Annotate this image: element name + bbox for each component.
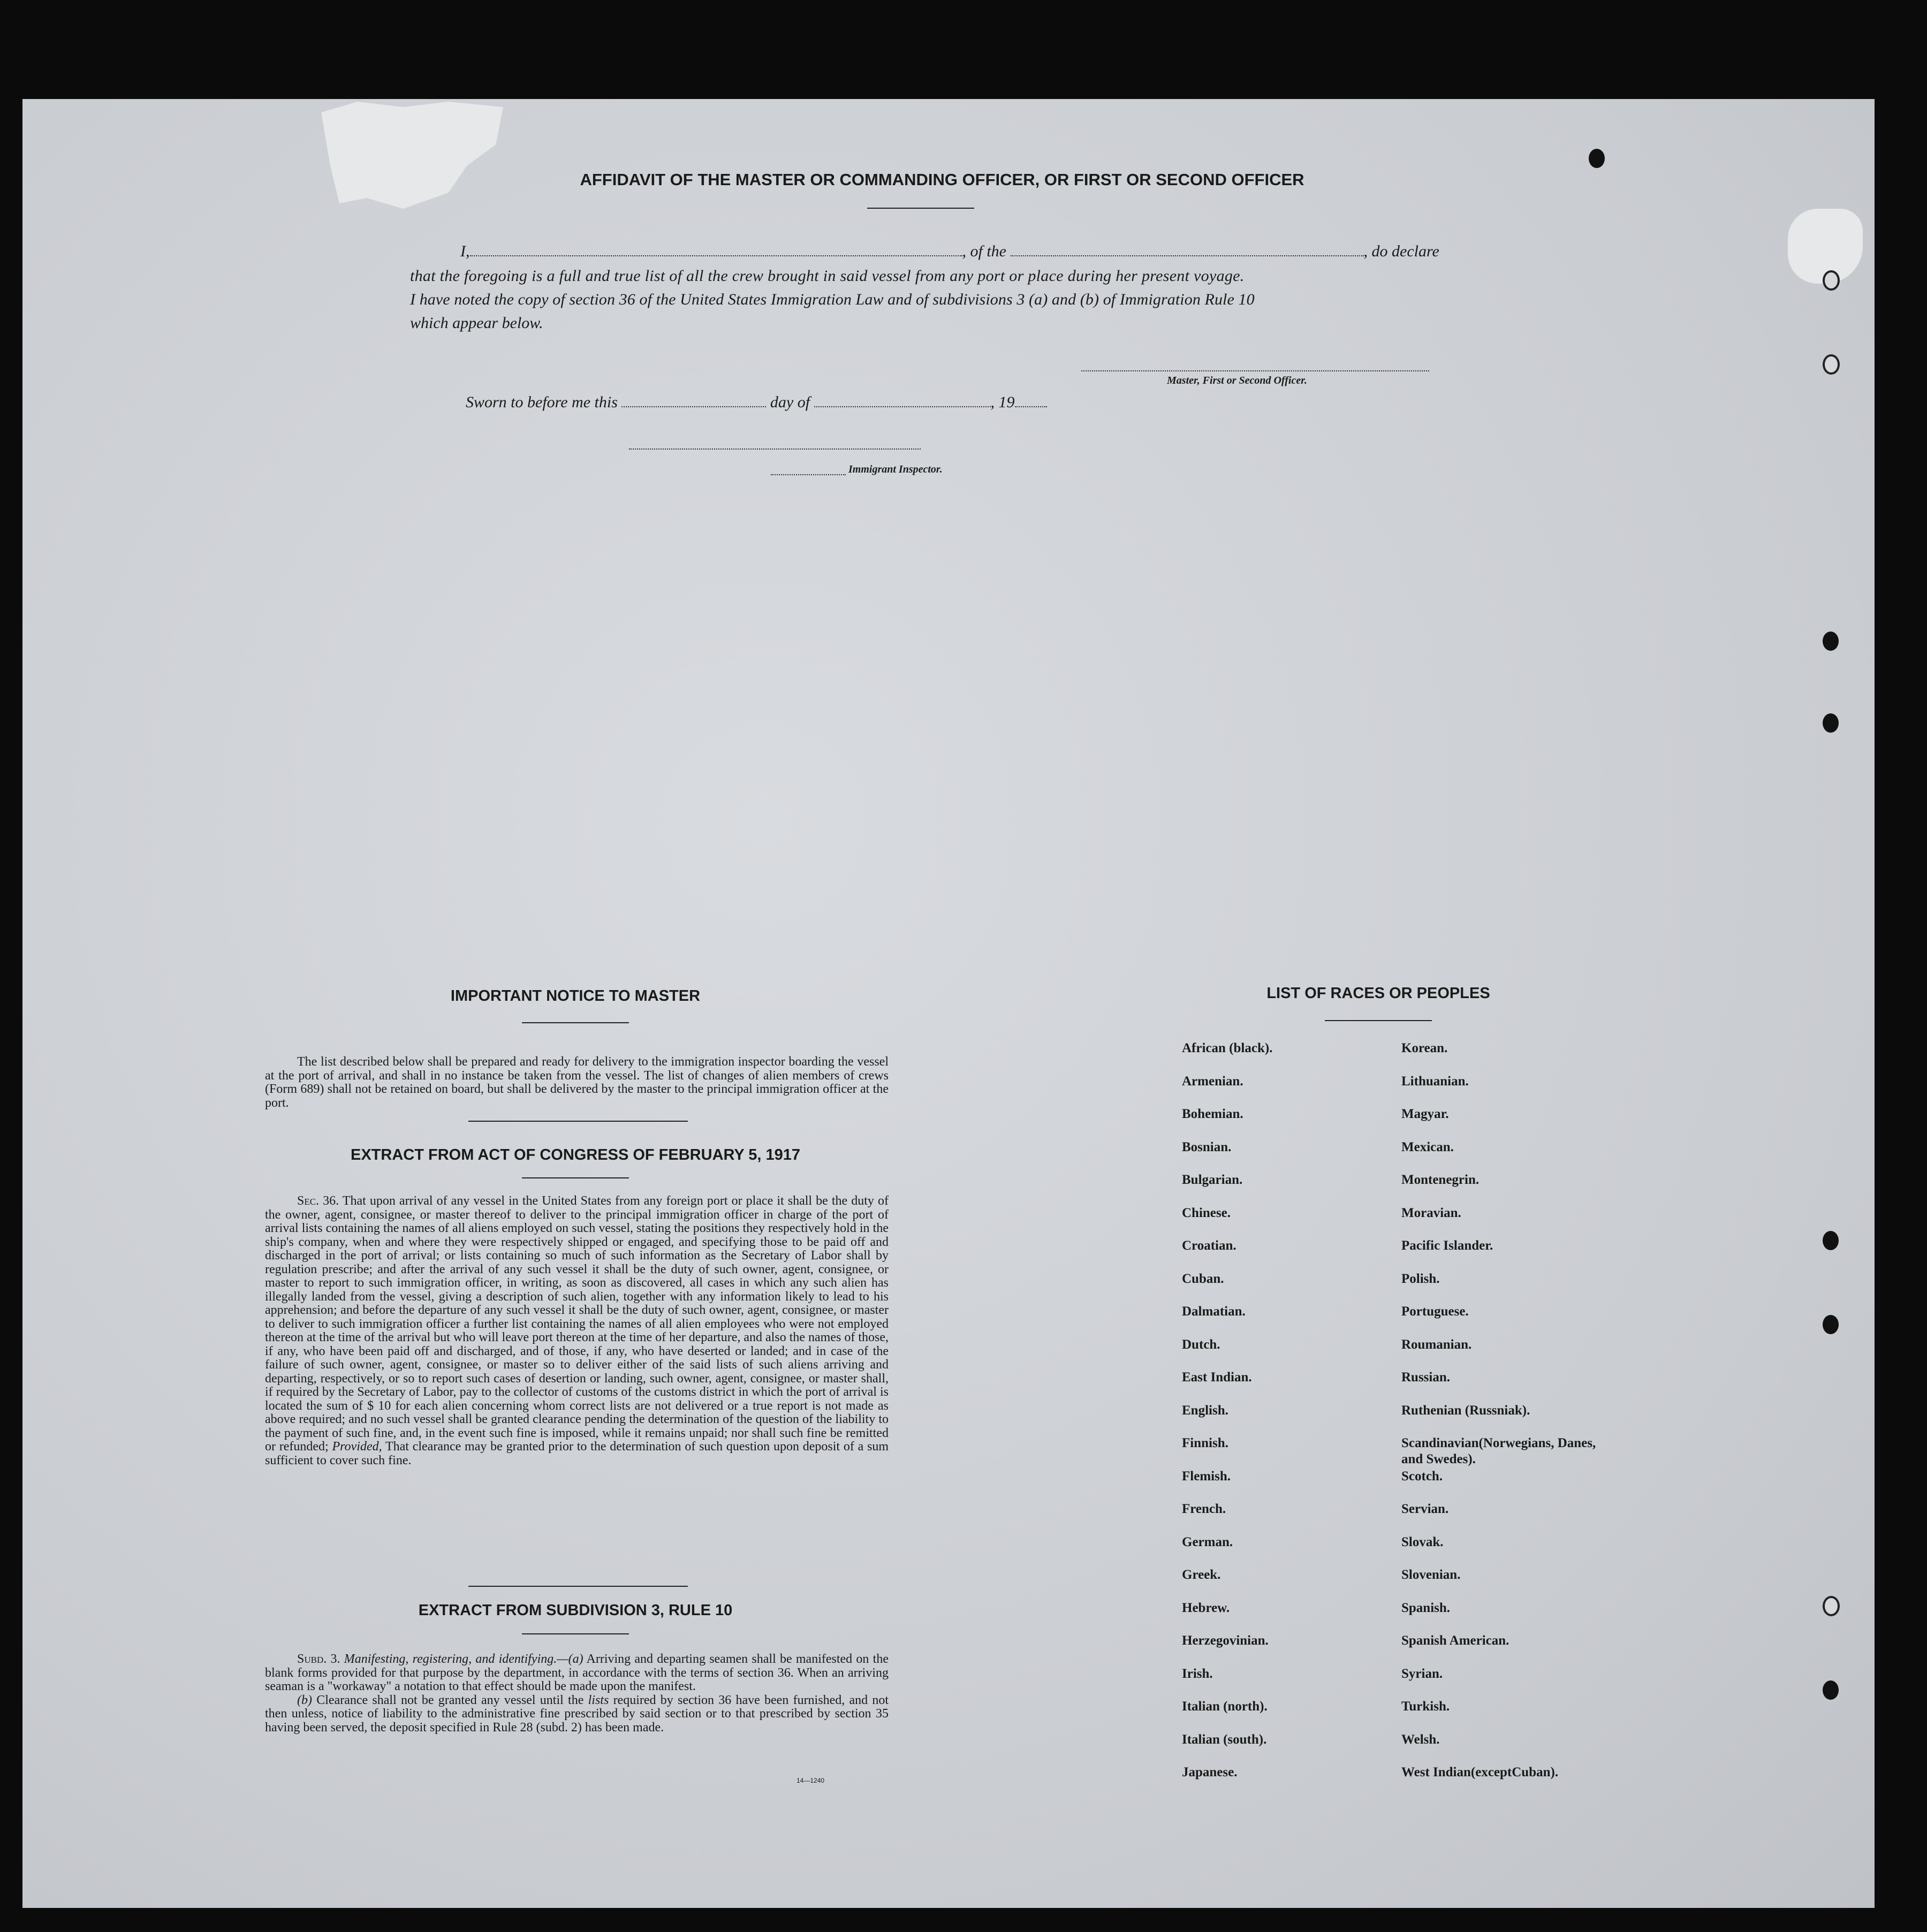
inspector-dotted-line	[771, 474, 846, 475]
inspector-signature-line	[629, 448, 921, 450]
race-item: Ruthenian (Russniak).	[1401, 1403, 1530, 1418]
affidavit-title: AFFIDAVIT OF THE MASTER OR COMMANDING OFFICER, OR FIRST OR SECOND OFFICER	[580, 170, 1304, 189]
race-item: Lithuanian.	[1401, 1074, 1469, 1089]
act-title: EXTRACT FROM ACT OF CONGRESS OF FEBRUARY 5, 1917	[350, 1146, 801, 1163]
race-item: Moravian.	[1401, 1205, 1461, 1220]
race-item: Magyar.	[1401, 1107, 1449, 1121]
subd-heading: Manifesting, registering, and identifying.—(a)	[344, 1652, 583, 1666]
race-item: Italian (north).	[1182, 1699, 1268, 1714]
race-item: Syrian.	[1401, 1666, 1443, 1681]
subd-label: Subd. 3.	[297, 1652, 340, 1666]
race-item: Dalmatian.	[1182, 1304, 1246, 1319]
race-item: Dutch.	[1182, 1337, 1220, 1352]
race-item: Pacific Islander.	[1401, 1238, 1493, 1253]
race-item: Spanish.	[1401, 1600, 1451, 1615]
race-item: Polish.	[1401, 1271, 1440, 1286]
punch-hole	[1823, 1231, 1839, 1250]
notice-rule	[522, 1022, 629, 1023]
race-item: Flemish.	[1182, 1469, 1231, 1484]
lists-word: lists	[588, 1693, 609, 1707]
rule-rule	[522, 1633, 629, 1634]
affidavit-line-3: I have noted the copy of section 36 of the United States Immigration Law and of subdivisions 3 (a) and (b) of Immigration Rule 10	[410, 291, 1255, 308]
punch-hole	[1823, 632, 1839, 651]
inspector-caption: Immigrant Inspector.	[848, 463, 943, 475]
sworn-line	[466, 391, 1047, 414]
race-item: English.	[1182, 1403, 1228, 1418]
form-number: 14—1240	[796, 1777, 825, 1784]
subd-a-text: Arriving and departing seamen shall be manifested on the blank forms provided for that purpose by the department, in accordance with the terms of section 36. When an arriving seaman is a "workaway" a notation to that effect should be made upon the manifest.	[265, 1652, 889, 1693]
race-item: Bulgarian.	[1182, 1173, 1243, 1187]
race-item: Servian.	[1401, 1502, 1449, 1516]
race-item: Bosnian.	[1182, 1139, 1232, 1154]
sworn-day-blank	[621, 405, 766, 407]
race-item: Cuban.	[1182, 1271, 1224, 1286]
race-item: Hebrew.	[1182, 1600, 1230, 1615]
race-item: Portuguese.	[1401, 1304, 1469, 1319]
punch-hole	[1823, 713, 1839, 733]
act-rule	[522, 1177, 629, 1178]
notice-text: The list described below shall be prepared and ready for delivery to the immigration inspector boarding the vessel at the port of arrival, and shall in no instance be taken from the vessel. The list of changes of alien members of crews (Form 689) shall not be retained on board, but shall be delivered by the master to the principal immigration officer at the port.	[265, 1055, 889, 1110]
race-item: Bohemian.	[1182, 1107, 1243, 1121]
punch-hole	[1823, 270, 1840, 291]
sec36-body: That upon arrival of any vessel in the United States from any foreign port or place it shall be the duty of the owner, agent, consignee, or master thereof to deliver to the principal immigration officer in charge of the port of arrival lists containing the names of all aliens employed on such vessel, stating the positions they respectively hold in the ship's company, when and where they were respectively shipped or engaged, and specifying those to be paid off and discharged in the port of arrival; or lists containing so much of such information as the Secretary of Labor shall by regulation prescribe; and after the arrival of any such vessel it shall be the duty of such owner, agent, consignee, or master to report to such immigration officer, in writing, as soon as discovered, all cases in which any such alien has illegally landed from the vessel, giving a description of such alien, together with any information likely to lead to his apprehension; and before the departure of any such vessel it shall be the duty of such owner, agent, consignee, or master to deliver to such immigration officer a further list containing the names of all alien employees who were not employed thereon at the time of the arrival but who will leave port thereon at the time of her departure, and also the names of those, if any, who have been paid off and discharged, and of those, if any, who have deserted or landed; and in case of the failure of such owner, agent, consignee, or master so to deliver either of the said lists of such aliens arriving and departing, respectively, or so to report such cases of desertion or landing, such owner, agent, consignee, or master shall, if required by the Secretary of Labor, pay to the collector of customs of the customs district in which the port of arrival is located the sum of $ 10 for each alien concerning whom correct lists are not delivered or a true report is not made as above required; and no such vessel shall be granted clearance pending the determination of the question of the liability to the payment of such fine, and, in the event such fine is imposed, while it remains unpaid; nor shall such fine be remitted or refunded;	[265, 1194, 889, 1454]
race-item: Irish.	[1182, 1666, 1213, 1681]
subd-b-text-1: Clearance shall not be granted any vessel until the	[316, 1693, 584, 1707]
master-signature-line	[1081, 370, 1429, 371]
race-item: Greek.	[1182, 1568, 1221, 1582]
race-item: Italian (south).	[1182, 1732, 1267, 1747]
race-item: Slovenian.	[1401, 1568, 1461, 1582]
year-label: , 19	[990, 393, 1015, 411]
sworn-month-blank	[814, 405, 991, 407]
race-item: Armenian.	[1182, 1074, 1243, 1089]
punch-hole	[1823, 354, 1840, 375]
sworn-label: Sworn to before me this	[466, 393, 618, 411]
races-left-column	[1182, 1040, 1385, 1798]
separator-rule	[468, 1121, 688, 1122]
race-item: Scotch.	[1401, 1469, 1443, 1484]
subd-b-label: (b)	[297, 1693, 312, 1707]
race-item: Russian.	[1401, 1370, 1451, 1385]
separator-rule	[468, 1586, 688, 1587]
race-item: German.	[1182, 1534, 1233, 1549]
race-item: Herzegovinian.	[1182, 1633, 1269, 1648]
vessel-blank	[1011, 254, 1364, 256]
sec36-end: That clearance may be granted prior to the determination of such question upon deposit of a sum sufficient to cover such fine.	[265, 1440, 889, 1467]
race-item: Roumanian.	[1401, 1337, 1472, 1352]
name-blank	[470, 254, 962, 256]
race-item: Slovak.	[1401, 1534, 1444, 1549]
i-label: I,	[460, 242, 470, 260]
race-item: African (black).	[1182, 1041, 1273, 1055]
punch-hole	[1823, 1315, 1839, 1334]
rule-text	[265, 1653, 889, 1735]
race-item: West Indian(exceptCuban).	[1401, 1765, 1559, 1779]
title-rule	[867, 208, 974, 209]
race-item: Spanish American.	[1401, 1633, 1509, 1648]
day-of-label: day of	[770, 393, 810, 411]
races-right-column	[1401, 1040, 1615, 1798]
punch-hole	[1823, 1680, 1839, 1700]
affidavit-line-1	[460, 240, 1439, 263]
race-item: Welsh.	[1401, 1732, 1440, 1747]
race-item: Chinese.	[1182, 1205, 1231, 1220]
subd-b-text-2: required by section 36 have been furnished, and not then unless, notice of liability to the administrative fine prescribed by said section or to that prescribed by section 35 having been served, the deposit specified in Rule 28 (subd. 2) has been made.	[265, 1693, 889, 1735]
affidavit-line-4: which appear below.	[410, 314, 543, 332]
provided-word: Provided,	[332, 1440, 382, 1454]
year-blank	[1015, 405, 1047, 407]
sec36-text	[265, 1195, 889, 1467]
master-caption: Master, First or Second Officer.	[1167, 375, 1307, 386]
race-item: Croatian.	[1182, 1238, 1236, 1253]
punch-hole	[1589, 149, 1605, 168]
race-item: Scandinavian(Norwegians, Danes, and Swedes).	[1401, 1436, 1596, 1466]
race-item: East Indian.	[1182, 1370, 1252, 1385]
race-item: Montenegrin.	[1401, 1173, 1480, 1187]
race-item: Korean.	[1401, 1041, 1448, 1055]
notice-title: IMPORTANT NOTICE TO MASTER	[450, 987, 701, 1005]
races-title: LIST OF RACES OR PEOPLES	[1266, 985, 1490, 1002]
race-item: French.	[1182, 1502, 1226, 1516]
rule-title: EXTRACT FROM SUBDIVISION 3, RULE 10	[418, 1602, 733, 1619]
race-item: Japanese.	[1182, 1765, 1238, 1779]
affidavit-line-2: that the foregoing is a full and true list of all the crew brought in said vessel from any port or place during her present voyage.	[410, 267, 1245, 285]
race-item: Turkish.	[1401, 1699, 1450, 1714]
sec36-label: Sec. 36.	[297, 1194, 339, 1208]
do-declare-label: , do declare	[1363, 242, 1439, 260]
race-item: Mexican.	[1401, 1139, 1454, 1154]
punch-hole	[1823, 1596, 1840, 1616]
races-rule	[1325, 1020, 1432, 1021]
race-item: Finnish.	[1182, 1436, 1228, 1450]
of-the-label: , of the	[962, 242, 1006, 260]
